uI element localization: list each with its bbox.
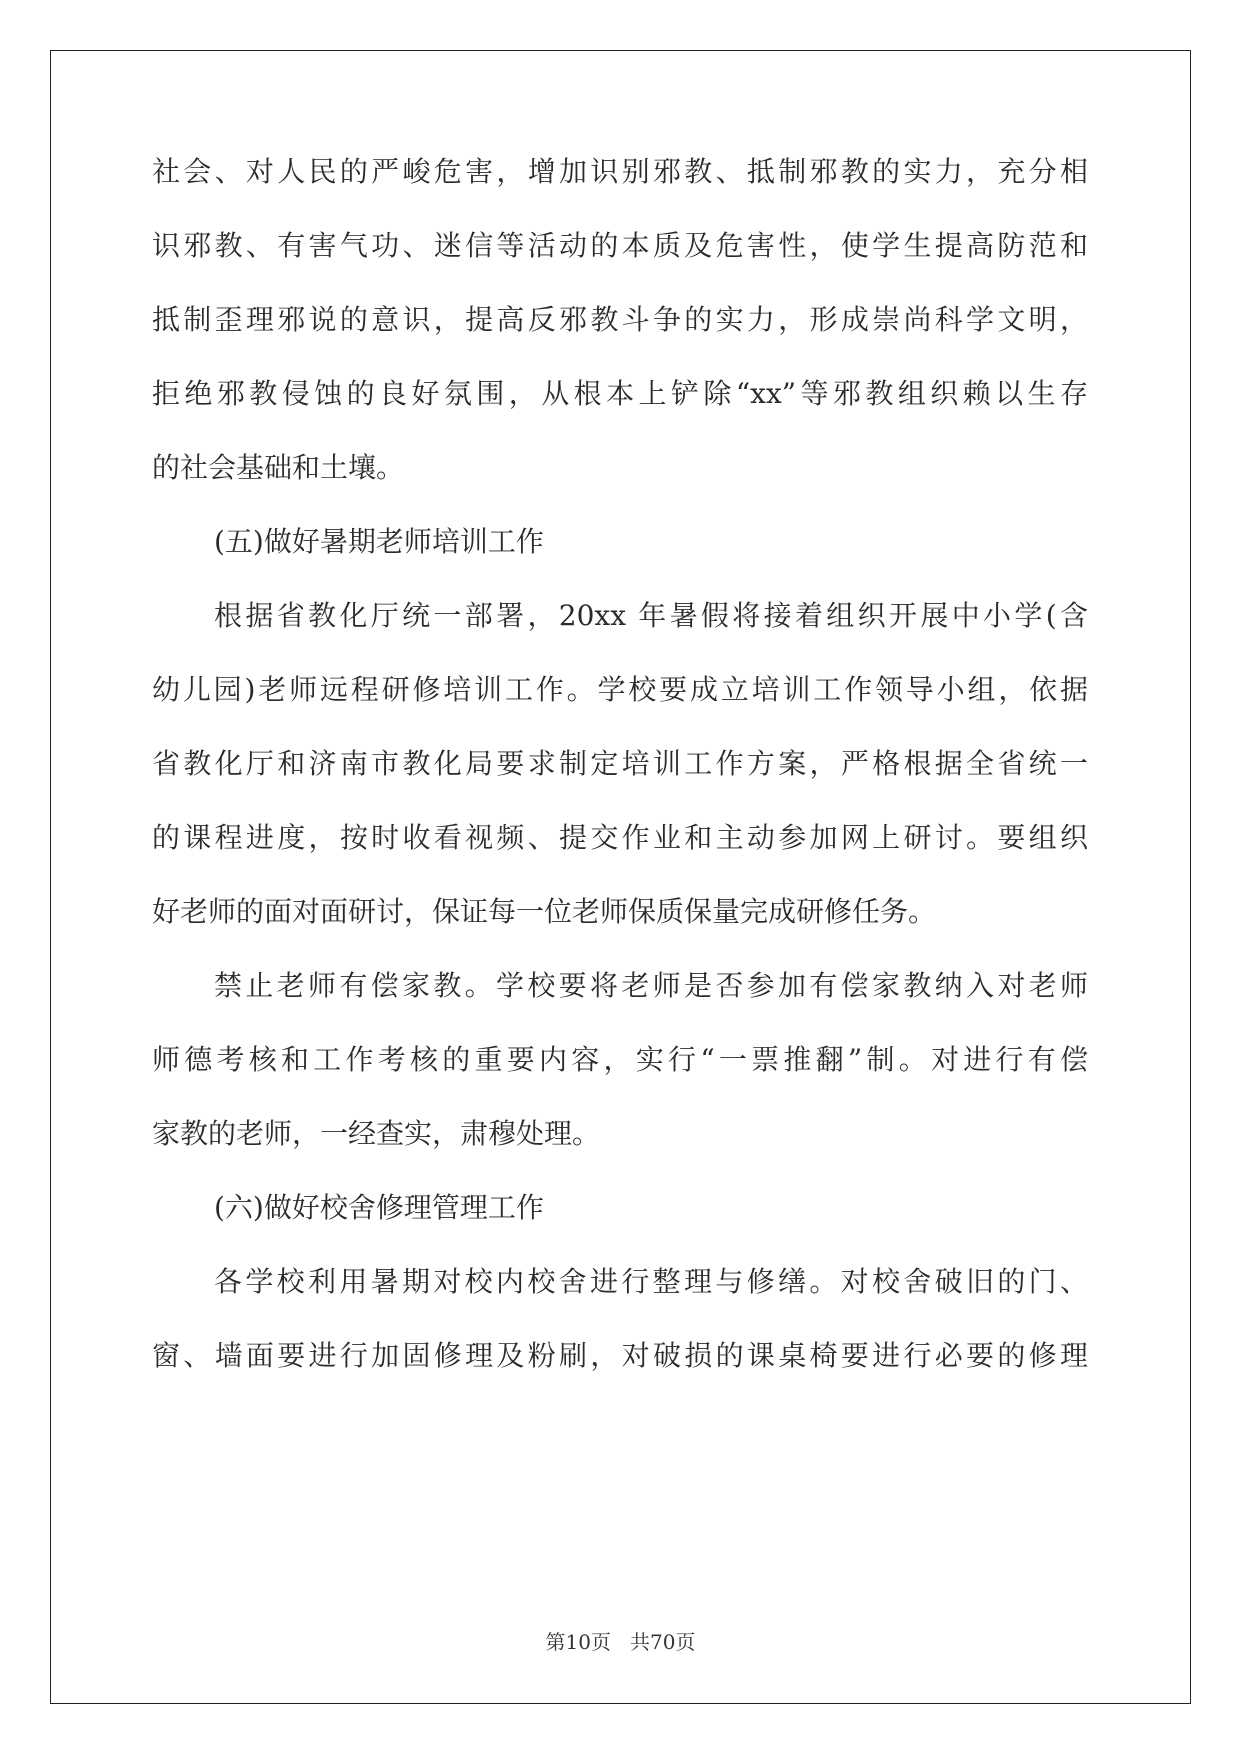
text-line: 家教的老师，一经查实，肃穆处理。 (152, 1117, 601, 1150)
text-line: 师德考核和工作考核的重要内容，实行“一票推翻”制。对进行有偿 (152, 1043, 1088, 1076)
text-line: 各学校利用暑期对校内校舍进行整理与修缮。对校舍破旧的门、 (214, 1265, 1088, 1298)
text-line: 窗、墙面要进行加固修理及粉刷，对破损的课桌椅要进行必要的修理 (152, 1339, 1088, 1372)
section-heading: (六)做好校舍修理管理工作 (214, 1191, 544, 1224)
text-line: 省教化厅和济南市教化局要求制定培训工作方案，严格根据全省统一 (152, 747, 1088, 780)
section-heading: (五)做好暑期老师培训工作 (214, 525, 544, 558)
text-line: 拒绝邪教侵蚀的良好氛围，从根本上铲除“xx”等邪教组织赖以生存 (152, 377, 1088, 410)
page-number: 第10页 共70页 (545, 1630, 696, 1654)
text-line: 幼儿园)老师远程研修培训工作。学校要成立培训工作领导小组，依据 (152, 673, 1088, 706)
text-line: 的课程进度，按时收看视频、提交作业和主动参加网上研讨。要组织 (152, 821, 1088, 854)
text-line: 抵制歪理邪说的意识，提高反邪教斗争的实力，形成崇尚科学文明， (152, 303, 1088, 336)
text-line: 社会、对人民的严峻危害，增加识别邪教、抵制邪教的实力，充分相 (152, 155, 1088, 188)
text-line: 的社会基础和土壤。 (152, 451, 405, 484)
text-line: 识邪教、有害气功、迷信等活动的本质及危害性，使学生提高防范和 (152, 229, 1088, 262)
page-border (50, 50, 1191, 1704)
text-line: 禁止老师有偿家教。学校要将老师是否参加有偿家教纳入对老师 (214, 969, 1088, 1002)
text-line: 根据省教化厅统一部署，20xx 年暑假将接着组织开展中小学(含 (214, 599, 1088, 632)
text-line: 好老师的面对面研讨，保证每一位老师保质保量完成研修任务。 (152, 895, 937, 928)
